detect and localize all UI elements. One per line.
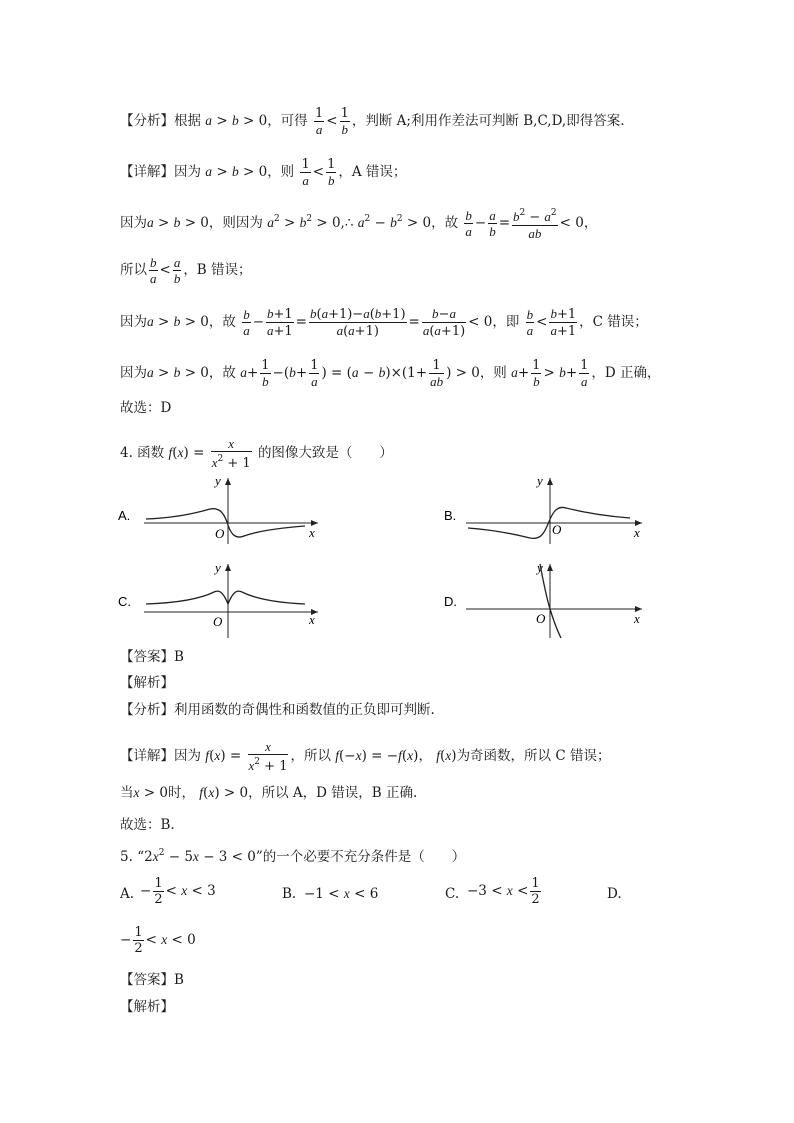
text: “ xyxy=(137,849,145,865)
jiexi-tag: 【解析】 xyxy=(120,999,174,1015)
text: ，D 正确， xyxy=(591,365,661,381)
text: ，B 错误； xyxy=(183,262,252,278)
jiexi-tag: 【解析】 xyxy=(120,675,174,691)
fraction: $\frac{x}{x^2 + 1}$ xyxy=(211,436,251,471)
text: ，故 xyxy=(208,314,236,330)
text: 故选：B. xyxy=(120,817,175,833)
text: 因为 xyxy=(120,215,147,231)
fraction: $\frac{b(a+1)-a(b+1)}{a(a+1)}$ xyxy=(309,306,406,339)
option-a-label: A. xyxy=(120,886,135,902)
text: 故选：D xyxy=(120,400,172,416)
text: 为奇函数，所以 C 错误； xyxy=(456,748,611,764)
detail-tag: 【详解】 xyxy=(120,748,174,764)
option-a: − $\frac{1}{2}$ < x < 3 xyxy=(140,876,216,907)
text: 因为 xyxy=(174,748,201,764)
analysis-tag: 【分析】 xyxy=(120,702,174,718)
fraction: $\frac{1}{a}$ xyxy=(301,157,310,188)
question-4: 4. 函数 f(x) = $\frac{x}{x^2 + 1}$ 的图像大致是（ ） xyxy=(120,436,393,471)
text: 所以 xyxy=(120,262,147,278)
graph-d xyxy=(444,560,654,640)
y-label: y xyxy=(537,560,543,575)
detail-4: 【详解】因为 f(x) = $\frac{x}{x^2 + 1}$ ，所以 f(−x) = −f(x)， f(x)为奇函数，所以 C 错误； xyxy=(120,739,611,774)
analysis-4 xyxy=(120,700,435,720)
fraction: $\frac{b+1}{a+1}$ xyxy=(550,306,577,339)
fraction: $\frac{1}{a}$ xyxy=(580,358,589,389)
text: ，所以 xyxy=(290,748,331,764)
text: ， xyxy=(418,748,432,764)
fraction: $\frac{1}{b}$ xyxy=(340,106,349,137)
text: ”的一个必要不充分条件是（ ） xyxy=(255,849,466,865)
detail-line-3: 所以 $\frac{b}{a}$ < $\frac{a}{b}$ ，B 错误； xyxy=(120,255,252,286)
option-label: D. xyxy=(444,594,457,609)
text: ，故 xyxy=(431,215,459,231)
text: 时， xyxy=(167,785,195,801)
text: ，A 错误； xyxy=(338,164,407,180)
answer-tag: 【答案】 xyxy=(120,972,174,988)
fraction: $\frac{1}{ab}$ xyxy=(430,358,444,389)
y-label: y xyxy=(537,474,543,488)
text: ，判断 A;利用作差法可判断 B,C,D,即得答案. xyxy=(351,113,625,129)
choice-4 xyxy=(120,815,175,835)
answer-5 xyxy=(120,970,184,990)
fraction: $\frac{b}{a}$ xyxy=(150,255,157,286)
x-label: x xyxy=(634,611,640,626)
option-d-label: D. xyxy=(607,886,622,902)
text: 因为 xyxy=(174,164,201,180)
text: ，则 xyxy=(479,365,507,381)
when-line: 当x > 0时， f(x) > 0，所以 A，D 错误，B 正确. xyxy=(120,785,418,801)
text: ，C 错误； xyxy=(579,314,648,330)
text: 根据 xyxy=(174,113,201,129)
y-label: y xyxy=(215,560,221,575)
detail-line-2: 因为a > b > 0，则因为 $a^2 > b^2$ > 0,∴ $a^2 - b^2 > 0$，故 $\frac{b}{a}$ − $\frac{a}{b}$ = $\frac{b^2 - a^2}{ab}$ < 0， xyxy=(120,208,598,241)
fraction: $\frac{1}{b}$ xyxy=(261,358,270,389)
fraction: $\frac{b}{a}$ xyxy=(526,307,534,338)
jiexi-4 xyxy=(120,673,174,693)
answer-tag: 【答案】 xyxy=(120,649,174,665)
y-label: y xyxy=(215,474,221,488)
detail-line-4: 因为a > b > 0，故 $\frac{b}{a}$ − $\frac{b+1}{a+1}$ = $\frac{b(a+1)-a(b+1)}{a(a+1)}$ = $\frac{b-a}{a(a+1)}$ < 0，即 $\frac{b}{a}$ < $\frac{b+1}{a+1}$ ，C 错误； xyxy=(120,306,648,339)
fraction: $\frac{x}{x^2 + 1}$ xyxy=(248,739,288,774)
x-label: x xyxy=(634,525,640,540)
graph-a xyxy=(118,474,328,546)
detail-line-5: 因为a > b > 0，故 a+ $\frac{1}{b}$ −(b+ $\frac{1}{a}$ ) = (a − b)×(1+ $\frac{1}{ab}$ ) > 0，则 a+ $\frac{1}{b}$ > b+ $\frac{1}{a}$ ，D 正确， xyxy=(120,358,661,389)
text: 因为 xyxy=(120,365,147,381)
fraction: $\frac{1}{a}$ xyxy=(314,106,324,137)
question-5: 5. “$2x^2 - 5x - 3 < 0$”的一个必要不充分条件是（ ） xyxy=(120,848,466,865)
text: < 0， xyxy=(559,215,598,231)
fraction: $\frac{b+1}{a+1}$ xyxy=(267,306,293,339)
option-d: − $\frac{1}{2}$ < x < 0 xyxy=(120,925,196,956)
answer-4 xyxy=(120,647,184,667)
origin-label: O xyxy=(552,522,562,537)
fraction: $\frac{1}{a}$ xyxy=(310,358,319,389)
text: 利用函数的奇偶性和函数值的正负即可判断. xyxy=(174,702,435,718)
option-c: −3 < x < $\frac{1}{2}$ xyxy=(467,876,540,907)
fraction: $\frac{1}{b}$ xyxy=(532,358,541,389)
fraction: $\frac{b^2 - a^2}{ab}$ xyxy=(513,208,557,241)
jiexi-5 xyxy=(120,997,174,1017)
text: ，则 xyxy=(267,164,295,180)
option-label: B. xyxy=(444,508,457,523)
answer-value: B xyxy=(174,649,184,665)
analysis-line-1: 【分析】根据 a > b > 0，可得 $\frac{1}{a}$ < $\frac{1}{b}$ ，判断 A;利用作差法可判断 B,C,D,即得答案. xyxy=(120,106,625,137)
text: ，所以 A，D 错误，B 正确. xyxy=(248,785,418,801)
fraction: $\frac{b}{a}$ xyxy=(243,307,250,338)
fraction: $\frac{b-a}{a(a+1)}$ xyxy=(422,306,466,339)
text: ，即 xyxy=(492,314,520,330)
text: 因为 xyxy=(120,314,147,330)
fraction: $\frac{1}{b}$ xyxy=(327,157,336,188)
x-label: x xyxy=(309,525,315,540)
origin-label: O xyxy=(213,614,223,629)
fraction: $\frac{a}{b}$ xyxy=(173,255,181,286)
option-label: A. xyxy=(118,508,131,523)
text: 当 xyxy=(120,785,134,801)
detail-tag: 【详解】 xyxy=(120,164,174,180)
question-number: 5. xyxy=(120,849,133,865)
text: 的图像大致是（ ） xyxy=(257,445,393,461)
question-number: 4. 函数 xyxy=(120,445,165,461)
fraction: $\frac{b}{a}$ xyxy=(465,208,472,239)
option-b: −1 < x < 6 xyxy=(304,886,379,902)
graph-b xyxy=(444,474,654,546)
text: ，则因为 xyxy=(208,215,263,231)
text: ，可得 xyxy=(267,113,308,129)
option-b-label: B. xyxy=(282,886,297,902)
x-label: x xyxy=(309,612,315,627)
origin-label: O xyxy=(215,526,225,541)
analysis-tag: 【分析】 xyxy=(120,113,174,129)
option-c-label: C. xyxy=(445,886,460,902)
fraction: $\frac{a}{b}$ xyxy=(489,208,496,239)
text: ，故 xyxy=(208,365,236,381)
option-label: C. xyxy=(118,594,131,609)
graph-c xyxy=(118,560,328,640)
answer-value: B xyxy=(174,972,184,988)
choice-line xyxy=(120,398,171,418)
detail-line-1: 【详解】因为 a > b > 0，则 $\frac{1}{a}$ < $\frac{1}{b}$ ，A 错误； xyxy=(120,157,407,188)
origin-label: O xyxy=(536,611,546,626)
